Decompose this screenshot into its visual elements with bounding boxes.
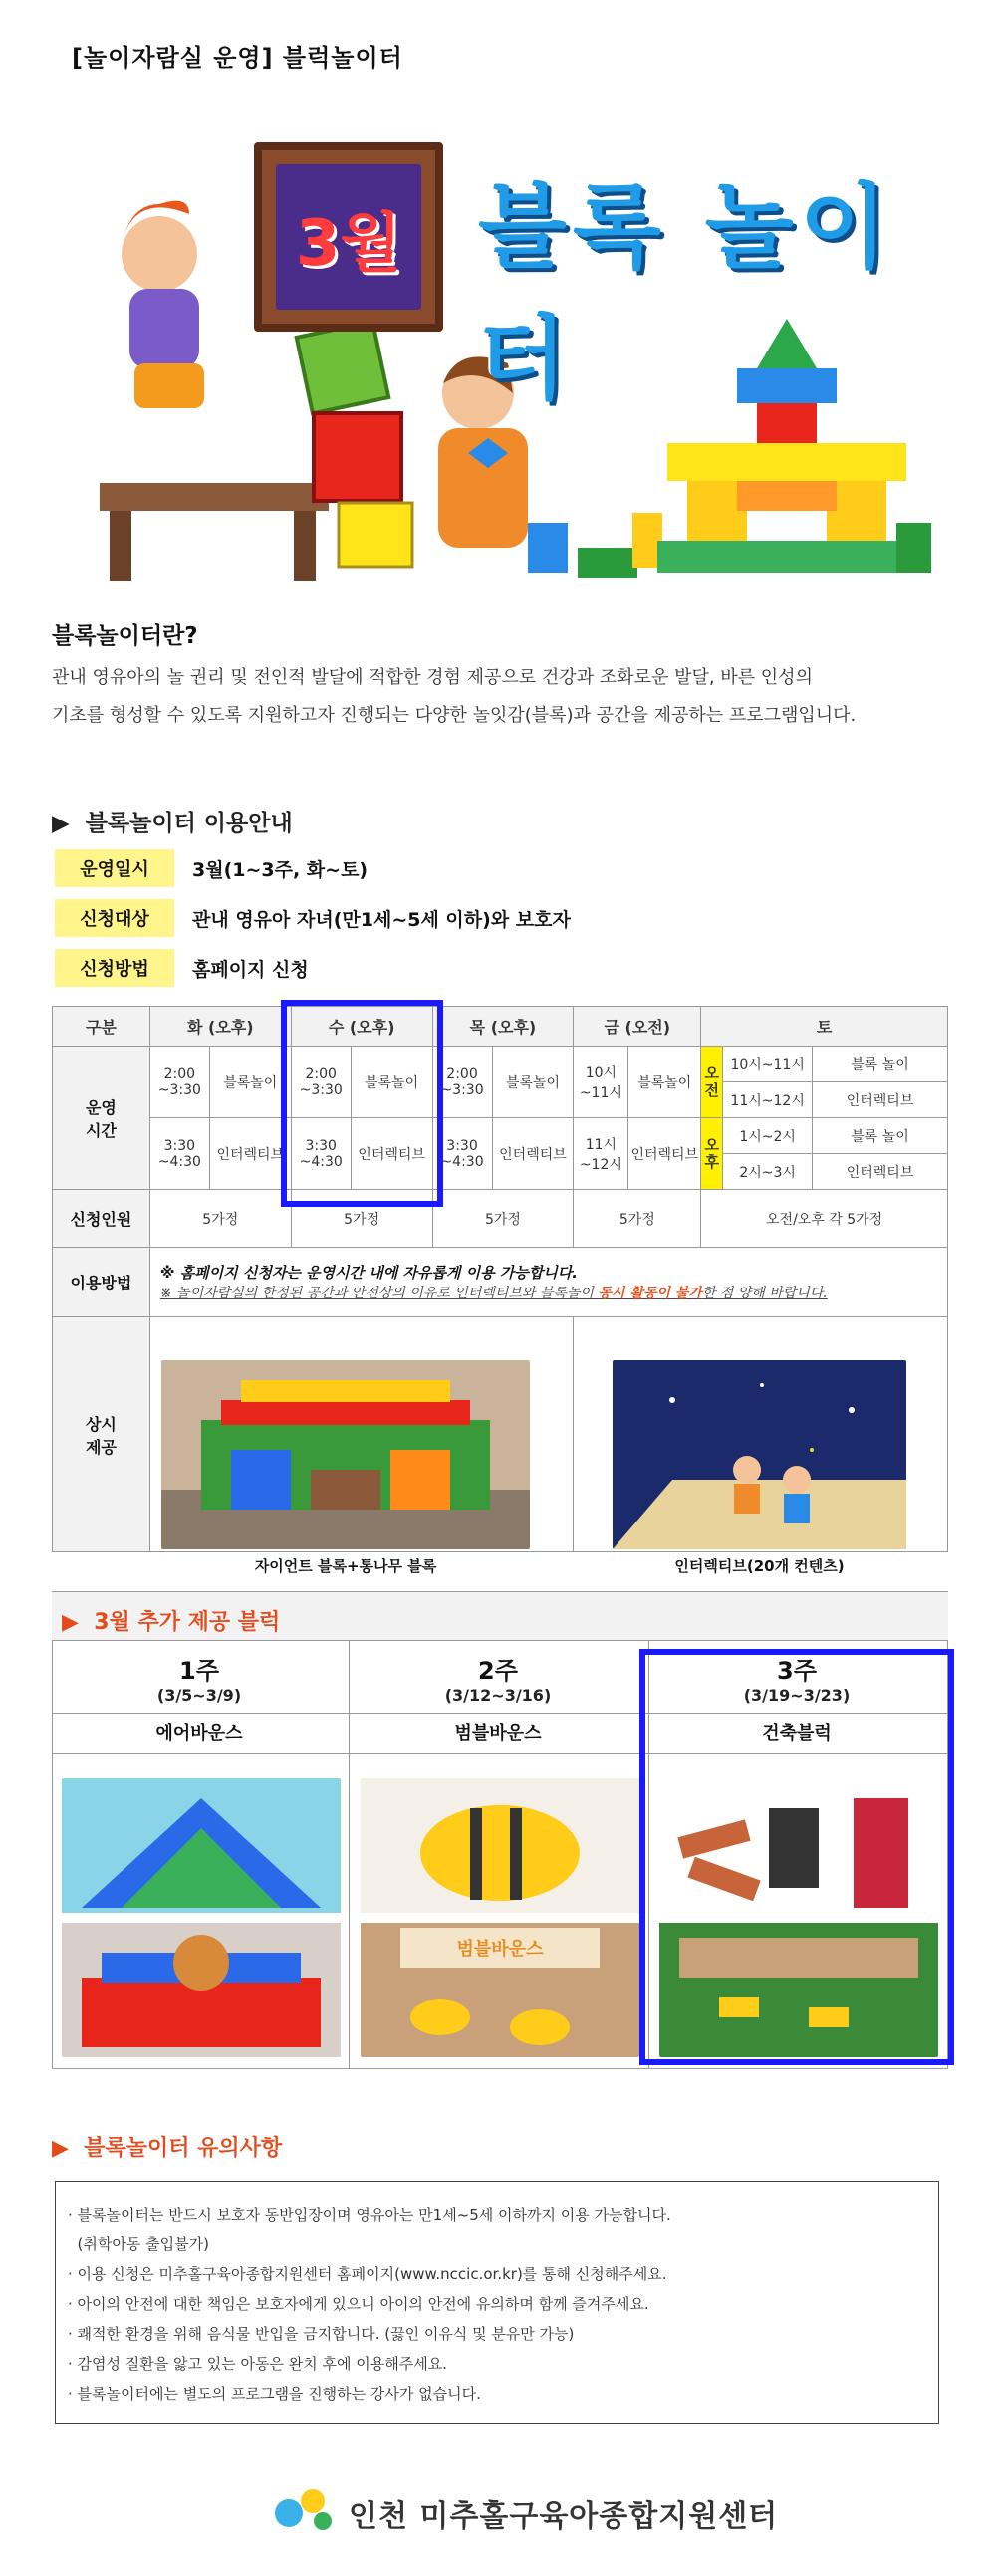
usage-note-2c: 한 점 양해 바랍니다. <box>701 1286 828 1301</box>
usage-notes <box>149 1248 947 1317</box>
notice-box <box>55 2181 939 2424</box>
info-row-schedule <box>55 848 368 888</box>
time-cell: 11시~12시 <box>723 1082 813 1118</box>
child-head-left <box>122 216 197 292</box>
air-bounce-photo <box>62 1778 341 2057</box>
hero-title: 블록 놀이터 <box>478 174 894 412</box>
notice-item: · 감염성 질환을 앓고 있는 아동은 완치 후에 이용해주세요. <box>68 2355 447 2373</box>
info-value: 3월(1~3주, 화~토) <box>192 858 369 881</box>
capacity-cell: 5가정 <box>432 1190 574 1248</box>
guide-title: ▶ 블록놀이터 이용안내 <box>52 811 293 836</box>
interactive-photo <box>613 1360 906 1549</box>
extra-title-text: 3월 추가 제공 블럭 <box>94 1610 281 1635</box>
guide-title-text: 블록놀이터 이용안내 <box>85 811 293 836</box>
week-number: 3주 <box>777 1657 817 1685</box>
usage-note-2a: ※ 놀이자람실의 한정된 공간과 안전상의 이유로 인터렉티브와 블록놀이 <box>159 1286 599 1301</box>
week-block-name: 건축블럭 <box>762 1723 832 1744</box>
bumble-sign: 범블바운스 <box>456 1939 544 1960</box>
time-cell: 2:00 ~3:30 <box>432 1047 492 1118</box>
week-number: 1주 <box>179 1657 219 1685</box>
month-label: 3월 <box>295 207 402 281</box>
center-logo-icon <box>267 2479 339 2535</box>
notice-item: · 쾌적한 환경을 위해 음식물 반입을 금지합니다. (끓인 이유식 및 분유만 가능) <box>68 2325 575 2343</box>
col-header: 토 <box>701 1007 948 1047</box>
intro-text <box>52 659 948 735</box>
activity-cell: 블록 놀이 <box>813 1047 948 1082</box>
intro-line-2: 기초를 형성할 수 있도록 지원하고자 진행되는 다양한 놀잇감(블록)과 공간을 제공하는 프로그램입니다. <box>52 705 857 726</box>
notice-item: (취학아동 출입불가) <box>68 2235 209 2253</box>
notice-title-text: 블록놀이터 유의사항 <box>84 2136 283 2161</box>
time-cell: 3:30 ~4:30 <box>291 1118 351 1190</box>
info-label: 운영일시 <box>55 849 174 887</box>
week-dates: (3/12~3/16) <box>444 1686 552 1705</box>
week-number: 2주 <box>478 1657 518 1685</box>
activity-cell: 블록놀이 <box>492 1047 574 1118</box>
row-label-capacity: 신청인원 <box>53 1190 150 1248</box>
permanent-caption-1: 자이언트 블록+통나무 블록 <box>254 1557 437 1575</box>
info-label: 신청방법 <box>55 949 174 987</box>
week-1 <box>52 1651 347 1745</box>
info-row-method <box>55 948 309 988</box>
activity-cell: 인터렉티브 <box>628 1118 701 1190</box>
header-title: [놀이자람실 운영] 블럭놀이터 <box>72 44 403 72</box>
child-body-left <box>129 289 199 368</box>
notice-item: · 이용 신청은 미추홀구육아종합지원센터 홈페이지(www.nccic.or.kr)를 통해 신청해주세요. <box>68 2265 667 2283</box>
footer-logo-text: 인천 미추홀구육아종합지원센터 <box>349 2499 779 2534</box>
time-cell: 3:30 ~4:30 <box>432 1118 492 1190</box>
notice-title: ▶ 블록놀이터 유의사항 <box>52 2136 283 2161</box>
activity-cell: 인터렉티브 <box>492 1118 574 1190</box>
info-value: 홈페이지 신청 <box>192 958 309 981</box>
week-2 <box>351 1651 645 1745</box>
week-dates: (3/5~3/9) <box>156 1686 242 1705</box>
week3-highlight <box>639 1649 954 2065</box>
intro-line-1: 관내 영유아의 놀 권리 및 전인적 발달에 적합한 경험 제공으로 건강과 조화로운 발달, 바른 인성의 <box>52 667 813 688</box>
activity-cell: 블록놀이 <box>209 1047 291 1118</box>
notice-item: · 아이의 안전에 대한 책임은 보호자에게 있으니 아이의 안전에 유의하며 함께 즐겨주세요. <box>68 2295 649 2313</box>
time-cell: 10시~11시 <box>723 1047 813 1082</box>
row-label-hours: 운영 시간 <box>53 1047 150 1190</box>
activity-cell: 인터렉티브 <box>351 1118 432 1190</box>
permanent-caption-2: 인터렉티브(20개 컨텐츠) <box>674 1557 845 1575</box>
week-block-name: 범블바운스 <box>454 1723 542 1744</box>
col-header: 목 (오후) <box>432 1007 574 1047</box>
sat-pm-label: 오 후 <box>701 1118 723 1190</box>
usage-note-1: ※ 홈페이지 신청자는 운영시간 내에 자유롭게 이용 가능합니다. <box>159 1264 578 1282</box>
bumble-bounce-photo <box>361 1778 639 2057</box>
capacity-cell: 5가정 <box>149 1190 291 1248</box>
extra-title: ▶ 3월 추가 제공 블럭 <box>62 1610 281 1635</box>
time-cell: 11시 ~12시 <box>574 1118 628 1190</box>
capacity-cell: 오전/오후 각 5가정 <box>701 1190 948 1248</box>
info-row-target <box>55 898 571 938</box>
capacity-cell: 5가정 <box>291 1190 432 1248</box>
usage-note-2-emphasis: 동시 활동이 불가 <box>598 1286 702 1301</box>
col-header: 수 (오후) <box>291 1007 432 1047</box>
bench <box>100 483 329 511</box>
activity-cell: 블록놀이 <box>351 1047 432 1118</box>
activity-cell: 인터렉티브 <box>813 1082 948 1118</box>
week-dates: (3/19~3/23) <box>743 1686 851 1705</box>
notice-item: · 블록놀이터는 반드시 보호자 동반입장이며 영유아는 만1세~5세 이하까지 이용 가능합니다. <box>68 2206 671 2224</box>
usage-note-2 <box>160 1283 937 1302</box>
notice-item: · 블록놀이터에는 별도의 프로그램을 진행하는 강사가 없습니다. <box>68 2385 481 2403</box>
activity-cell: 인터렉티브 <box>813 1154 948 1190</box>
red-block <box>314 413 401 501</box>
giant-block-photo <box>161 1360 530 1549</box>
hero-illustration <box>40 95 948 632</box>
info-label: 신청대상 <box>55 899 174 937</box>
col-header: 화 (오후) <box>149 1007 291 1047</box>
green-block <box>297 322 389 414</box>
col-header: 금 (오전) <box>574 1007 701 1047</box>
row-label-permanent: 상시 제공 <box>53 1317 150 1552</box>
info-value: 관내 영유아 자녀(만1세~5세 이하)와 보호자 <box>192 908 571 931</box>
time-cell: 2:00 ~3:30 <box>149 1047 209 1118</box>
row-label-usage: 이용방법 <box>53 1248 150 1317</box>
activity-cell: 인터렉티브 <box>209 1118 291 1190</box>
month-badge <box>254 142 443 332</box>
col-header: 구분 <box>53 1007 150 1047</box>
intro-title: 블록놀이터란? <box>52 623 198 649</box>
activity-cell: 블록 놀이 <box>813 1118 948 1154</box>
sat-am-label: 오 전 <box>701 1047 723 1118</box>
week-block-name: 에어바운스 <box>155 1723 243 1744</box>
time-cell: 1시~2시 <box>723 1118 813 1154</box>
capacity-cell: 5가정 <box>574 1190 701 1248</box>
activity-cell: 블록놀이 <box>628 1047 701 1118</box>
time-cell: 2시~3시 <box>723 1154 813 1190</box>
time-cell: 10시 ~11시 <box>574 1047 628 1118</box>
time-cell: 2:00 ~3:30 <box>291 1047 351 1118</box>
wednesday-highlight <box>281 1000 443 1207</box>
time-cell: 3:30 ~4:30 <box>149 1118 209 1190</box>
